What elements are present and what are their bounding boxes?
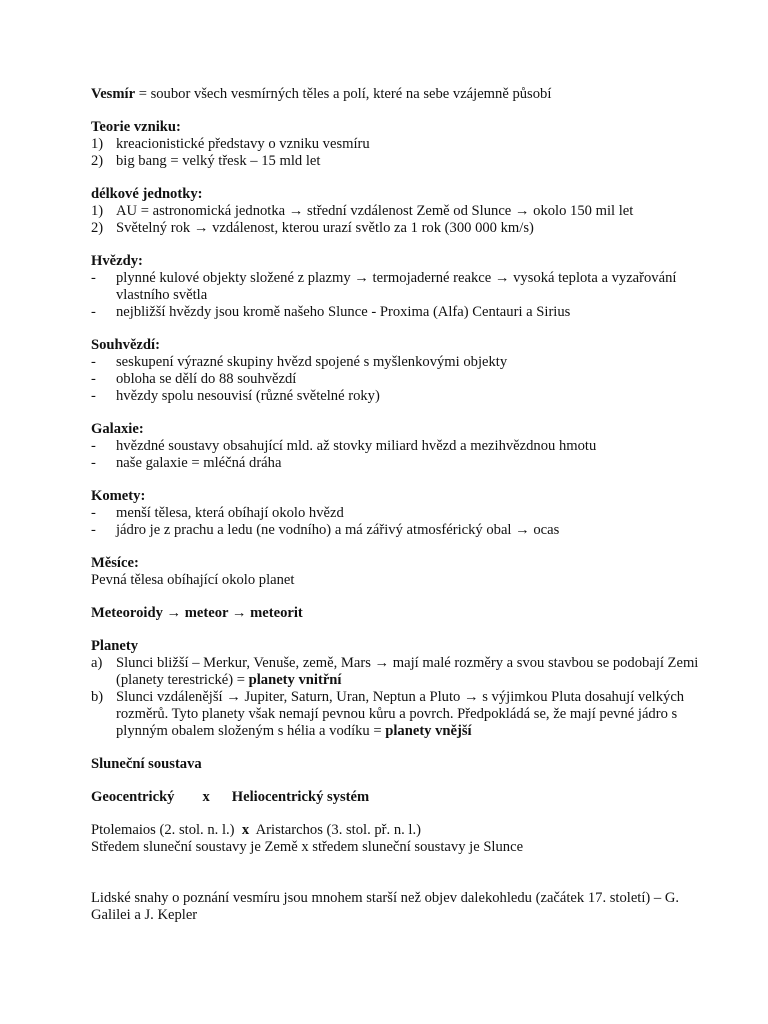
- planety-a-text: Slunci bližší – Merkur, Venuše, země, Mars → mají malé rozměry a svou stavbou se podobají Zemi (planety terestrické) =: [116, 655, 699, 688]
- section-title: Planety: [91, 638, 139, 654]
- section-komety: [91, 488, 708, 539]
- list-item: [91, 203, 708, 220]
- list-item: [91, 455, 708, 472]
- list-marker: 1): [91, 203, 104, 219]
- list-marker: -: [91, 522, 96, 538]
- list-text: jádro je z prachu a ledu (ne vodního) a má zářivý atmosférický obal → ocas: [116, 522, 560, 538]
- list-text: naše galaxie = mléčná dráha: [116, 455, 282, 471]
- list-marker: 1): [91, 136, 104, 152]
- section-meteoroidy: [91, 605, 708, 622]
- section-souhvezdi: [91, 337, 708, 405]
- list-text: [116, 655, 708, 689]
- geocentric-label: Geocentrický: [91, 789, 175, 805]
- heliocentric-label: Heliocentrický systém: [231, 789, 370, 805]
- list-item: [91, 220, 708, 237]
- aristarchos-text: Aristarchos (3. stol. př. n. l.): [255, 822, 421, 838]
- section-zaver: [91, 890, 708, 924]
- list-text: AU = astronomická jednotka → střední vzdálenost Země od Slunce → okolo 150 mil let: [116, 203, 634, 219]
- section-title: Teorie vzniku:: [91, 119, 181, 135]
- section-title: Souhvězdí:: [91, 337, 160, 353]
- list-text: big bang = velký třesk – 15 mld let: [116, 153, 321, 169]
- list-item: [91, 655, 708, 689]
- list-marker: 2): [91, 153, 104, 169]
- list-text: plynné kulové objekty složené z plazmy → termojaderné reakce → vysoká teplota a vyzařování vlastního světla: [116, 270, 677, 303]
- list-text: hvězdy spolu nesouvisí (různé světelné roky): [116, 388, 380, 404]
- list-marker: -: [91, 505, 96, 521]
- list-item: [91, 136, 708, 153]
- section-systemy: [91, 789, 708, 806]
- section-planety: [91, 638, 708, 740]
- list-text: seskupení výrazné skupiny hvězd spojené s myšlenkovými objekty: [116, 354, 508, 370]
- section-hvezdy: [91, 253, 708, 321]
- closing-paragraph: Lidské snahy o poznání vesmíru jsou mnohem starší než objev dalekohledu (začátek 17. století) – G. Galilei a J. Kepler: [91, 890, 680, 923]
- list-item: [91, 354, 708, 371]
- list-text: obloha se dělí do 88 souhvězdí: [116, 371, 297, 387]
- list-item: [91, 371, 708, 388]
- list-marker: -: [91, 388, 96, 404]
- section-galaxie: [91, 421, 708, 472]
- list-marker: -: [91, 270, 96, 286]
- list-marker: a): [91, 655, 103, 671]
- section-title: Hvězdy:: [91, 253, 143, 269]
- list-text: [116, 689, 708, 740]
- section-title: Galaxie:: [91, 421, 144, 437]
- list-marker: -: [91, 438, 96, 454]
- definition-text: = soubor všech vesmírných těles a polí, které na sebe vzájemně působí: [135, 86, 552, 102]
- list-text: kreacionistické představy o vzniku vesmíru: [116, 136, 370, 152]
- section-title: délkové jednotky:: [91, 186, 203, 202]
- list-item: [91, 304, 708, 321]
- list-marker: -: [91, 371, 96, 387]
- section-teorie: [91, 119, 708, 170]
- planety-a-bold: planety vnitřní: [248, 672, 342, 688]
- section-text: Pevná tělesa obíhající okolo planet: [91, 572, 295, 588]
- planety-b-bold: planety vnější: [385, 723, 472, 739]
- list-item: [91, 522, 708, 539]
- list-marker: 2): [91, 220, 104, 236]
- list-marker: b): [91, 689, 104, 705]
- section-mesice: [91, 555, 708, 589]
- list-text: hvězdné soustavy obsahující mld. až stovky miliard hvězd a mezihvězdnou hmotu: [116, 438, 597, 454]
- section-title: Sluneční soustava: [91, 756, 202, 772]
- section-title: Meteoroidy → meteor → meteorit: [91, 605, 303, 621]
- definition-term: Vesmír: [91, 86, 136, 102]
- list-text: menší tělesa, která obíhají okolo hvězd: [116, 505, 344, 521]
- ptolemaios-text: Ptolemaios (2. stol. n. l.): [91, 822, 235, 838]
- center-line: Středem sluneční soustavy je Země x středem sluneční soustavy je Slunce: [91, 839, 524, 855]
- list-item: [91, 438, 708, 455]
- versus-label: x: [202, 789, 210, 805]
- section-title: Komety:: [91, 488, 146, 504]
- definition-paragraph: [91, 86, 708, 103]
- astronomers-line: [91, 822, 708, 839]
- list-text: Světelný rok → vzdálenost, kterou urazí světlo za 1 rok (300 000 km/s): [116, 220, 534, 236]
- section-ptolemaios: [91, 822, 708, 856]
- system-comparison: [91, 789, 708, 806]
- planety-b-text: Slunci vzdálenější → Jupiter, Saturn, Uran, Neptun a Pluto → s výjimkou Pluta dosahují velkých rozměrů. Tyto planety však nemají pevnou kůru a povrch. Předpokládá se, že mají pevné jádro s plynným obalem složeným s hélia a vodíku =: [116, 689, 685, 739]
- list-item: [91, 689, 708, 740]
- list-item: [91, 270, 708, 304]
- section-title: Měsíce:: [91, 555, 139, 571]
- list-item: [91, 505, 708, 522]
- section-jednotky: [91, 186, 708, 237]
- versus-label: x: [241, 822, 250, 838]
- list-text: nejbližší hvězdy jsou kromě našeho Slunce - Proxima (Alfa) Centauri a Sirius: [116, 304, 571, 320]
- list-marker: -: [91, 455, 96, 471]
- list-item: [91, 153, 708, 170]
- list-marker: -: [91, 354, 96, 370]
- section-slunecni: [91, 756, 708, 773]
- list-item: [91, 388, 708, 405]
- list-marker: -: [91, 304, 96, 320]
